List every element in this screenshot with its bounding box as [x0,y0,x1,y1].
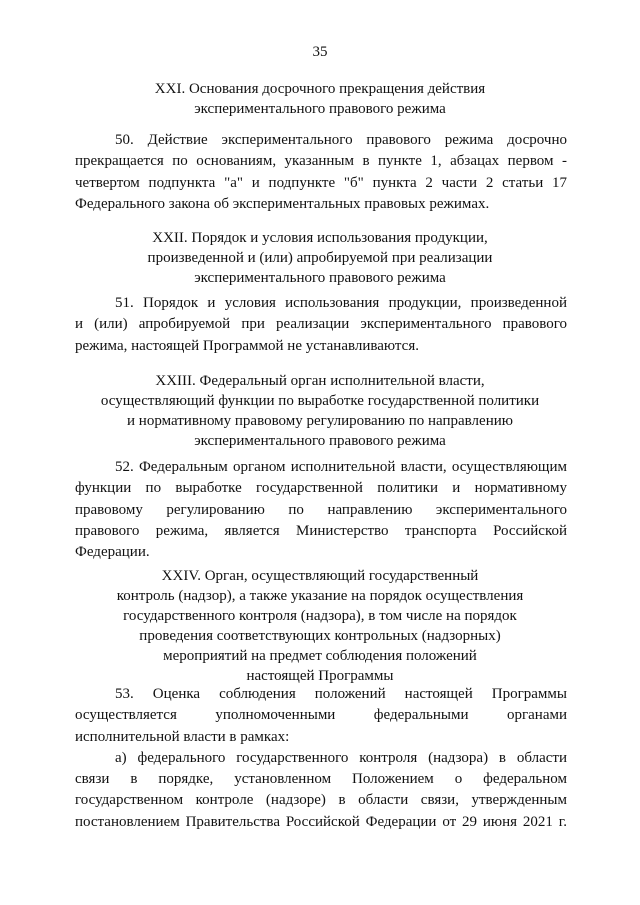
subparagraph-line: а) федерального государственного контроля (надзора) в области [115,749,567,766]
heading-line: экспериментального правового режима [194,270,446,286]
section-xxiv-heading [70,566,570,686]
heading-line: настоящей Программы [246,668,394,684]
section-xxii-heading [70,228,570,288]
paragraph-line: режима, настоящей Программой не устанавливаются. [75,337,419,354]
paragraph-line: 51. Порядок и условия использования продукции, произведенной [115,295,567,311]
heading-line: осуществляющий функции по выработке государственной политики [100,393,540,409]
paragraph-line: осуществляется уполномоченными федеральными органами [75,707,567,724]
paragraph-line: 53. Оценка соблюдения положений настоящей Программы [115,686,567,702]
section-xxi-heading [70,79,570,119]
paragraph-line: 50. Действие экспериментального правового режима досрочно [115,132,567,148]
heading-line: и нормативному правовому регулированию по направлению [127,413,513,429]
paragraph-line: четвертом подпункта "а" и подпункте "б" пункта 2 части 2 статьи 17 [75,174,567,191]
paragraph-line: правовому регулированию по направлению экспериментального [75,501,567,518]
paragraph-line: функции по выработке государственной политики и нормативному [75,480,567,497]
heading-line: экспериментального правового режима [194,101,446,117]
heading-line: XXIII. Федеральный орган исполнительной власти, [155,373,485,389]
paragraph-53 [75,684,567,833]
page-number: 35 [312,44,328,60]
heading-line: XXI. Основания досрочного прекращения действия [154,81,486,97]
paragraph-line: и (или) апробируемой при реализации экспериментального правового [75,316,567,333]
section-xxiii-heading [70,371,570,451]
paragraph-line: Федерального закона об экспериментальных правовых режимах. [75,195,490,212]
paragraph-line: Федерации. [75,544,150,561]
heading-line: контроль (надзор), а также указание на порядок осуществления [116,588,524,604]
heading-line: XXIV. Орган, осуществляющий государственный [161,568,479,584]
paragraph-line: прекращается по основаниям, указанным в пункте 1, абзацах первом - [75,153,567,170]
paragraph-line: правового режима, является Министерство транспорта Российской [75,522,567,539]
paragraph-line: исполнительной власти в рамках: [75,728,290,745]
paragraph-line: 52. Федеральным органом исполнительной власти, осуществляющим [115,459,567,475]
heading-line: проведения соответствующих контрольных (надзорных) [139,628,501,644]
subparagraph-line: постановлением Правительства Российской Федерации от 29 июня 2021 г. [75,813,567,830]
heading-line: мероприятий на предмет соблюдения положений [163,648,477,664]
subparagraph-line: связи в порядке, установленном Положением о федеральном [75,771,567,788]
subparagraph-line: государственном контроле (надзоре) в области связи, утвержденным [75,792,567,809]
heading-line: экспериментального правового режима [194,433,446,449]
heading-line: произведенной и (или) апробируемой при реализации [147,250,493,266]
heading-line: XXII. Порядок и условия использования продукции, [152,230,488,246]
paragraph-52 [75,457,567,563]
paragraph-50 [75,130,567,215]
paragraph-51 [75,293,567,357]
heading-line: государственного контроля (надзора), в том числе на порядок [123,608,517,624]
